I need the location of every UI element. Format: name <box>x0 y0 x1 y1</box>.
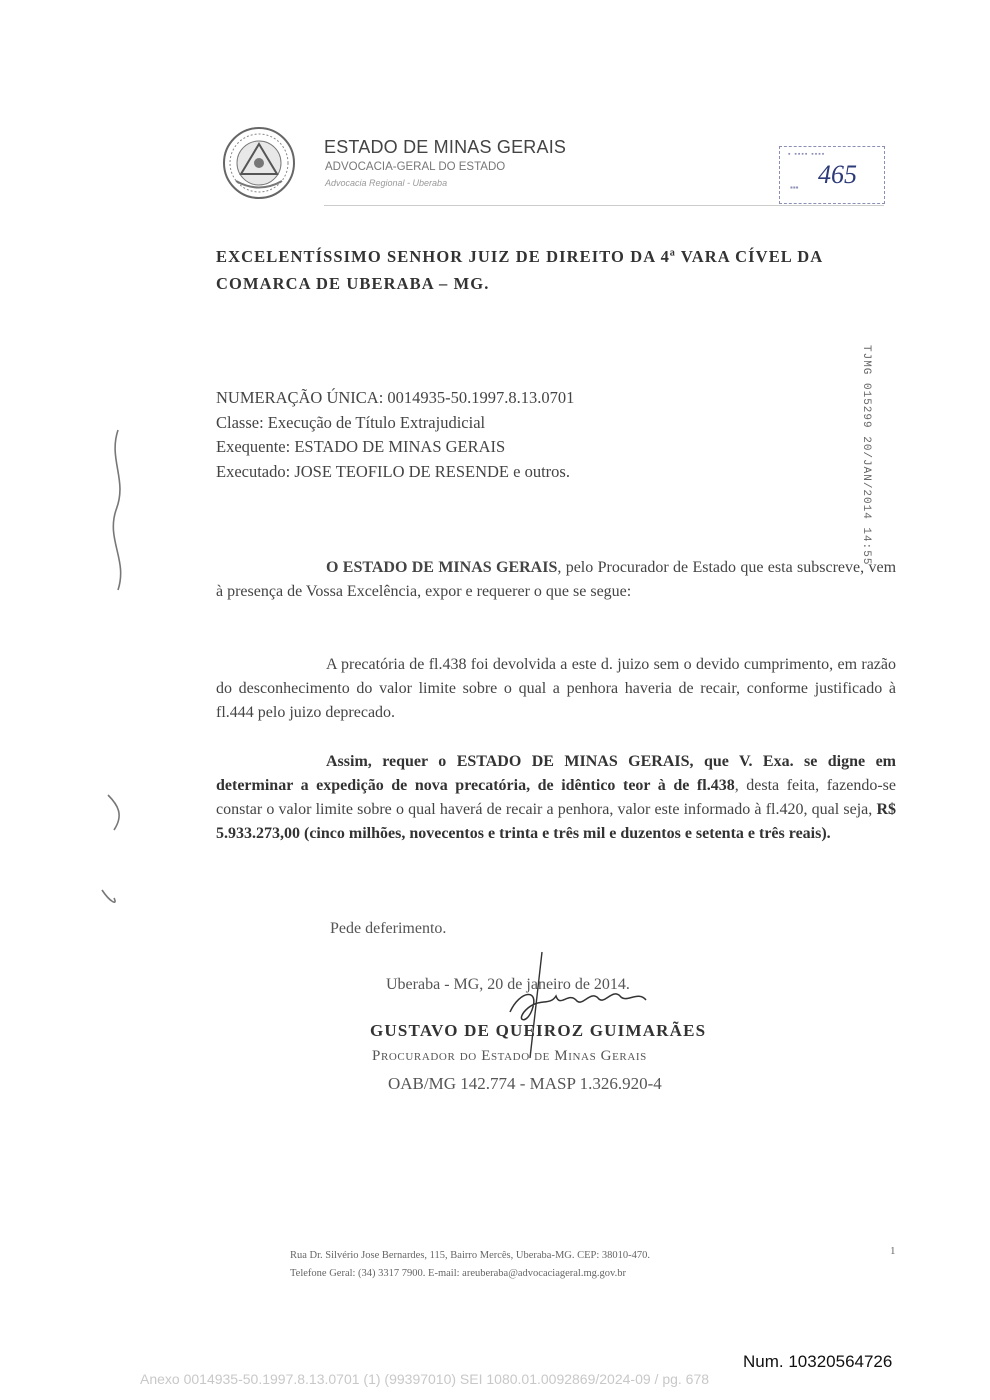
footer-contact: Telefone Geral: (34) 3317 7900. E-mail: areuberaba@advocaciageral.mg.gov.br <box>290 1268 626 1279</box>
margin-handwritten-annotation <box>88 420 148 910</box>
facts-text: A precatória de fl.438 foi devolvida a este d. juizo sem o devido cumprimento, em razão do desconhecimento do valor limite sobre o qual a penhora haveria de recair, conforme justificado à fl.444 pelo juizo deprecado. <box>216 656 896 721</box>
document-number: Num. 10320564726 <box>743 1352 893 1371</box>
intro-text: , pelo Procurador de Estado que esta subscreve, vem à presença de Vossa Excelência, expor e requerer o que se segue: <box>216 559 897 600</box>
case-plaintiff: Exequente: ESTADO DE MINAS GERAIS <box>216 437 506 456</box>
signer-registration: OAB/MG 142.774 - MASP 1.326.920-4 <box>388 1074 662 1093</box>
paragraph-facts <box>216 653 896 725</box>
request-bold-1: Assim, requer o ESTADO DE MINAS GERAIS, que V. Exa. se digne em determinar a expedição de nova precatória, de idêntico teor à de fl.438 <box>216 753 896 794</box>
footer-address-block <box>290 1247 830 1283</box>
request-text: , desta feita, fazendo-se constar o valor limite sobre o qual haverá de recair a penhora, valor este informado à fl.420, qual seja, <box>216 777 897 818</box>
handwritten-signature <box>470 950 670 1060</box>
place-date: Uberaba - MG, 20 de janeiro de 2014. <box>386 976 630 993</box>
annex-reference: Anexo 0014935-50.1997.8.13.0701 (1) (99397010) SEI 1080.01.0092869/2024-09 / pg. 678 <box>140 1371 710 1387</box>
signer-name: GUSTAVO DE QUEIROZ GUIMARÃES <box>370 1021 707 1040</box>
org-regional: Advocacia Regional - Uberaba <box>325 178 448 188</box>
state-seal-logo <box>222 126 296 200</box>
paragraph-intro <box>216 556 896 604</box>
case-class: Classe: Execução de Título Extrajudicial <box>216 412 486 432</box>
footer-address: Rua Dr. Silvério Jose Bernardes, 115, Bairro Mercês, Uberaba-MG. CEP: 38010-470. <box>290 1250 651 1261</box>
stamp-header-mark: ▪ ▪▪▪▪ ▪▪▪▪ <box>788 151 826 158</box>
org-name: ESTADO DE MINAS GERAIS <box>324 137 567 157</box>
case-info-block <box>216 386 574 484</box>
case-defendant: Executado: JOSE TEOFILO DE RESENDE e outros. <box>216 461 570 481</box>
addressee-heading: EXCELENTÍSSIMO SENHOR JUIZ DE DIREITO DA 4ª VARA CÍVEL DA COMARCA DE UBERABA – MG. <box>216 247 823 293</box>
stamp-small-mark: ▪▪▪ <box>790 183 799 192</box>
intro-bold: O ESTADO DE MINAS GERAIS <box>326 559 558 576</box>
court-receipt-stamp: TJMG 015299 20/JAN/2014 14:55 <box>860 345 872 566</box>
org-subtitle: ADVOCACIA-GERAL DO ESTADO <box>325 161 506 173</box>
page-number-handwritten: 465 <box>818 160 857 189</box>
footer-page-number: 1 <box>890 1245 896 1257</box>
signer-role: Procurador do Estado de Minas Gerais <box>372 1048 647 1064</box>
closing-line: Pede deferimento. <box>330 920 447 937</box>
request-bold-2: R$ 5.933.273,00 (cinco milhões, novecentos e trinta e três mil e duzentos e setenta e três reais). <box>216 801 896 842</box>
paragraph-request <box>216 750 896 846</box>
header-divider <box>324 205 884 206</box>
case-number: NUMERAÇÃO ÚNICA: 0014935-50.1997.8.13.0701 <box>216 388 575 407</box>
